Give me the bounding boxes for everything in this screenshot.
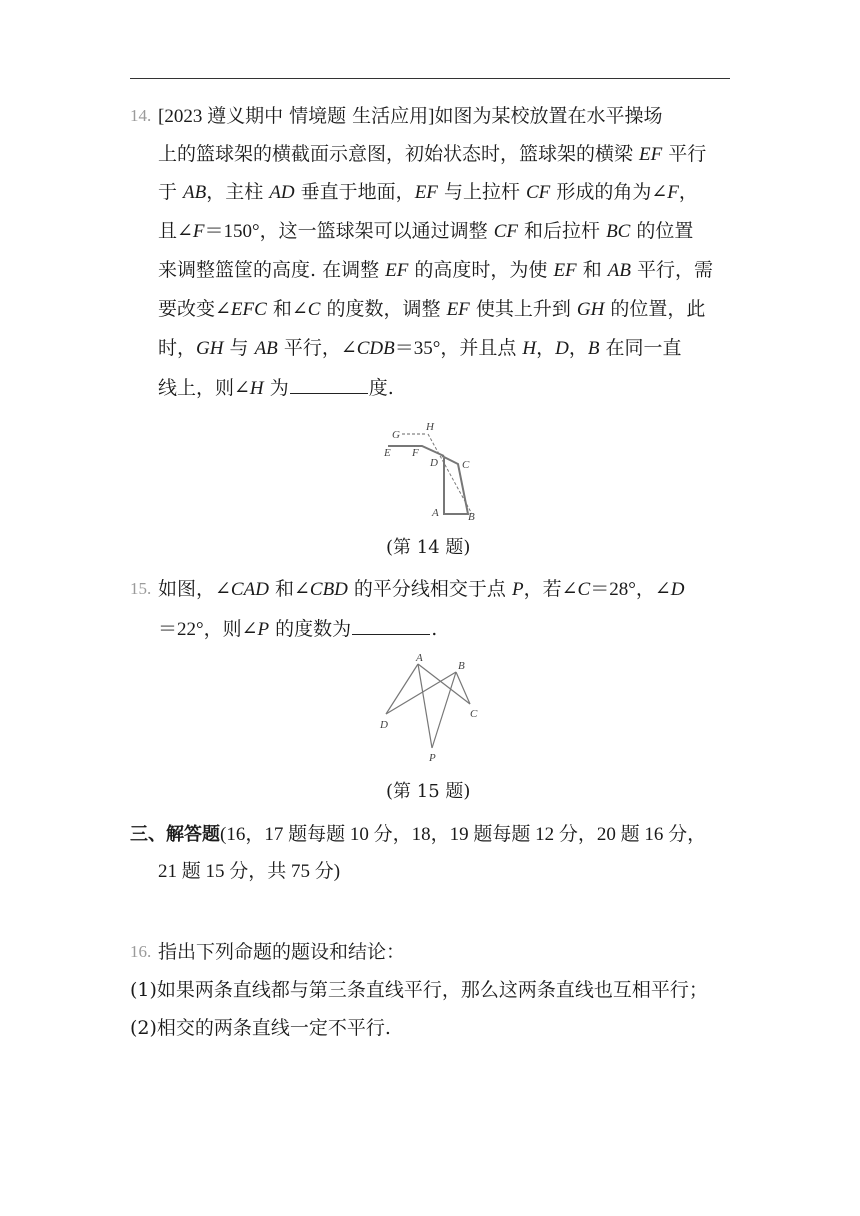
q14-line bbox=[158, 104, 663, 129]
segment-bd bbox=[386, 672, 456, 714]
text-segment: ＝150° bbox=[204, 221, 260, 242]
text-segment: CBD bbox=[309, 579, 348, 600]
text-segment: 时， bbox=[158, 337, 197, 359]
text-segment: ，∠ bbox=[635, 578, 671, 600]
text-segment: 来调整篮筐的高度. 在调整 bbox=[158, 259, 386, 281]
q14-caption: (第 14 题) bbox=[386, 537, 471, 558]
q14-line bbox=[158, 375, 394, 401]
label-b: B bbox=[458, 660, 465, 672]
text-segment: 遵义期中 情境题 生活应用 bbox=[207, 105, 429, 127]
label-a: A bbox=[416, 652, 423, 664]
text-segment: ] bbox=[428, 106, 435, 127]
text-segment: EFC bbox=[230, 299, 267, 320]
section3-scoring-line2: 21 题 15 分，共 75 分) bbox=[158, 861, 341, 882]
text-segment: 如图为某校放置在水平操场 bbox=[434, 105, 663, 127]
text-segment: C bbox=[577, 579, 591, 600]
section3-title: 三、解答题 bbox=[130, 824, 220, 845]
text-segment: 于 bbox=[158, 181, 184, 203]
text-segment: 平行，需 bbox=[630, 259, 714, 281]
text-segment: ，并且点 bbox=[440, 337, 523, 359]
text-segment: GH bbox=[576, 299, 605, 320]
text-segment: AB bbox=[254, 338, 278, 359]
text-segment: 的平分线相交于点 bbox=[347, 578, 512, 600]
text-segment: 形成的角为∠ bbox=[550, 181, 668, 203]
text-segment: 垂直于地面， bbox=[294, 181, 415, 203]
q15-caption: (第 15 题) bbox=[386, 781, 471, 802]
text-segment: 上的篮球架的横截面示意图，初始状态时，篮球架的横梁 bbox=[158, 143, 640, 165]
text-segment: 的高度时，为使 bbox=[408, 259, 554, 281]
label-p: P bbox=[429, 752, 436, 764]
text-segment: CDB bbox=[356, 338, 395, 359]
text-segment: EF bbox=[553, 260, 577, 281]
text-segment: . bbox=[431, 618, 438, 640]
label-a: A bbox=[432, 507, 439, 519]
text-segment: H bbox=[522, 338, 537, 359]
text-segment: ＝35° bbox=[394, 338, 441, 359]
q15-angle-bisector-figure bbox=[374, 650, 486, 766]
q14-line bbox=[158, 336, 682, 361]
q14-line bbox=[158, 297, 705, 322]
text-segment: ＝28° bbox=[590, 579, 636, 600]
answer-blank bbox=[352, 616, 430, 635]
text-segment: 平行，∠ bbox=[277, 337, 357, 359]
segment-ad bbox=[386, 664, 418, 714]
q15-number: 15. bbox=[130, 579, 152, 598]
text-segment: 与上拉杆 bbox=[437, 181, 526, 203]
text-segment: 线上，则∠ bbox=[158, 377, 250, 399]
label-e: E bbox=[384, 447, 391, 459]
header-rule bbox=[130, 78, 730, 79]
text-segment: CAD bbox=[230, 579, 269, 600]
text-segment: 的度数，调整 bbox=[320, 298, 447, 320]
text-segment: GH bbox=[196, 338, 224, 359]
text-segment: B bbox=[587, 338, 600, 359]
text-segment: 为 bbox=[263, 377, 289, 399]
text-segment: P bbox=[257, 619, 270, 640]
text-segment: 的位置 bbox=[630, 220, 694, 242]
text-segment: D bbox=[555, 338, 569, 359]
text-segment: 和后拉杆 bbox=[517, 220, 607, 242]
text-segment: ， bbox=[536, 337, 556, 359]
section3-scoring-line1: (16，17 题每题 10 分，18，19 题每题 12 分，20 题 16 分， bbox=[220, 824, 707, 845]
text-segment: 要改变∠ bbox=[158, 298, 231, 320]
q16-item-1: (1)如果两条直线都与第三条直线平行，那么这两条直线也互相平行； bbox=[130, 979, 708, 1001]
q14-basketball-stand-figure bbox=[378, 416, 488, 522]
text-segment: AB bbox=[183, 182, 207, 203]
text-segment: EF bbox=[446, 299, 470, 320]
text-segment: EF bbox=[385, 260, 409, 281]
label-b: B bbox=[468, 511, 475, 522]
text-segment: 平行 bbox=[662, 143, 707, 165]
text-segment: [2023 bbox=[158, 106, 208, 127]
text-segment: ，这一篮球架可以通过调整 bbox=[259, 220, 494, 242]
text-segment: 在同一直 bbox=[599, 337, 682, 359]
label-d: D bbox=[380, 719, 388, 731]
label-g: G bbox=[392, 429, 400, 441]
text-segment: 度. bbox=[368, 377, 394, 399]
text-segment: 使其上升到 bbox=[469, 298, 577, 320]
q14-line bbox=[158, 142, 706, 167]
text-segment: D bbox=[670, 579, 685, 600]
section3-heading bbox=[130, 822, 706, 847]
text-segment: CF bbox=[526, 182, 551, 203]
q16-number: 16. bbox=[130, 942, 152, 961]
text-segment: BC bbox=[606, 221, 631, 242]
label-c: C bbox=[462, 459, 470, 471]
text-segment: 的度数为 bbox=[269, 618, 352, 640]
q16-item-2: (2)相交的两条直线一定不平行. bbox=[130, 1017, 391, 1039]
text-segment: CF bbox=[493, 221, 518, 242]
q14-number: 14. bbox=[130, 106, 152, 125]
label-d: D bbox=[430, 457, 438, 469]
q15-line bbox=[158, 616, 437, 642]
text-segment: AB bbox=[607, 260, 631, 281]
text-segment: 如图，∠ bbox=[158, 578, 231, 600]
text-segment: C bbox=[307, 299, 321, 320]
text-segment: ＝22° bbox=[158, 619, 204, 640]
label-c: C bbox=[470, 708, 478, 720]
text-segment: 与 bbox=[223, 337, 255, 359]
q16-stem: 指出下列命题的题设和结论： bbox=[158, 941, 406, 963]
text-segment: ，则∠ bbox=[203, 618, 258, 640]
label-f: F bbox=[412, 447, 419, 459]
text-segment: ，主柱 bbox=[206, 181, 270, 203]
text-segment: ， bbox=[568, 337, 588, 359]
text-segment: 和∠ bbox=[268, 578, 310, 600]
text-segment: 且∠ bbox=[158, 220, 193, 242]
text-segment: ，若∠ bbox=[523, 578, 578, 600]
text-segment: ， bbox=[678, 181, 698, 203]
text-segment: 的位置，此 bbox=[604, 298, 706, 320]
text-segment: F bbox=[667, 182, 679, 203]
q14-line bbox=[158, 180, 698, 205]
label-h: H bbox=[426, 421, 434, 433]
q14-line bbox=[158, 219, 693, 244]
text-segment: H bbox=[249, 378, 264, 399]
text-segment: 和∠ bbox=[266, 298, 308, 320]
text-segment: EF bbox=[639, 144, 663, 165]
answer-blank bbox=[290, 375, 368, 394]
text-segment: AD bbox=[269, 182, 295, 203]
text-segment: 和 bbox=[576, 259, 608, 281]
segment-ap bbox=[418, 664, 432, 748]
text-segment: F bbox=[192, 221, 205, 242]
q15-line bbox=[158, 577, 684, 602]
text-segment: P bbox=[511, 579, 524, 600]
q14-line bbox=[158, 258, 713, 283]
text-segment: EF bbox=[414, 182, 438, 203]
